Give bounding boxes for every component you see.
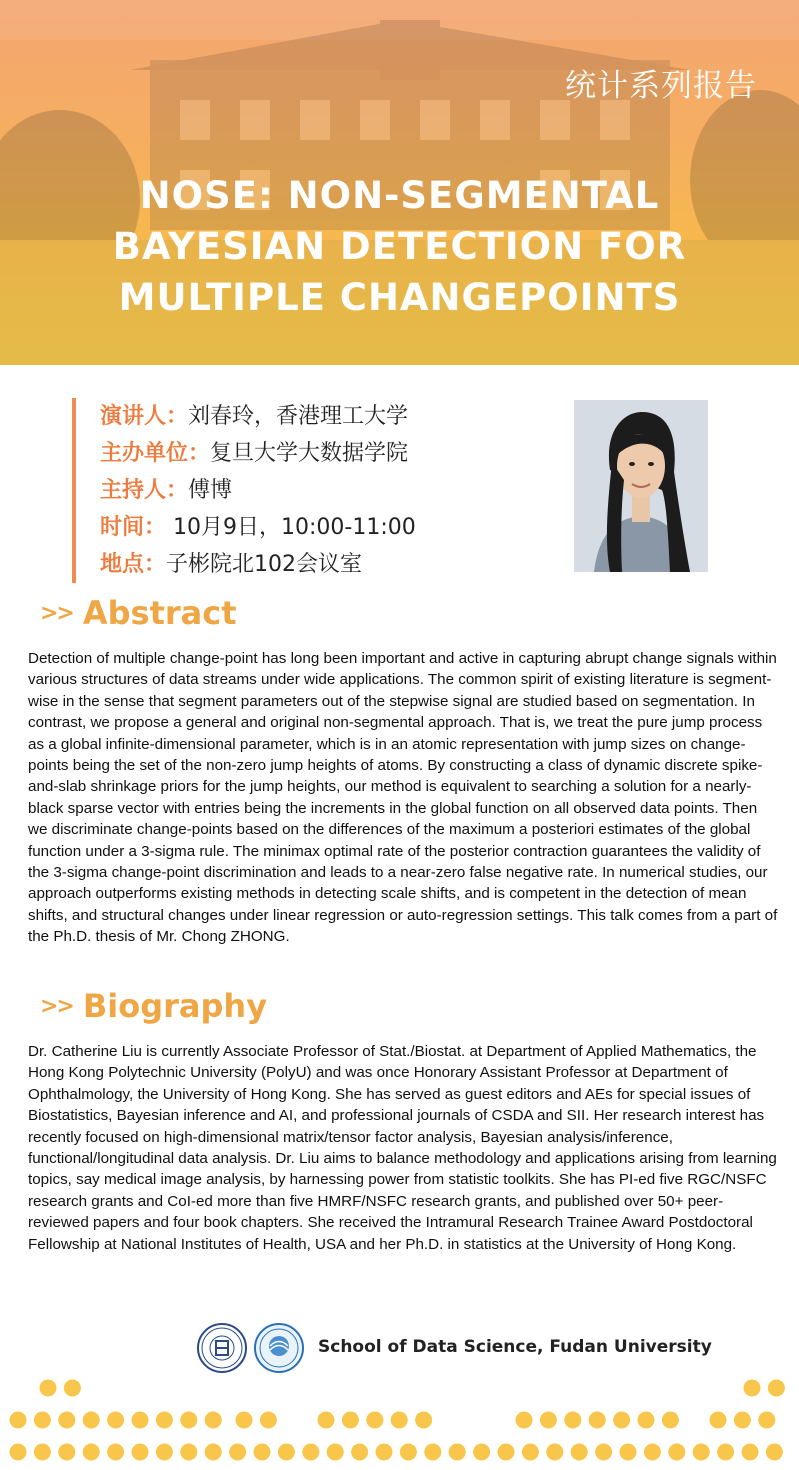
moderator-row [100, 472, 416, 509]
dot [254, 1444, 271, 1461]
place-value: 子彬院北102会议室 [166, 552, 363, 577]
dot [132, 1444, 149, 1461]
moderator-label: 主持人： [100, 478, 189, 503]
dot [595, 1444, 612, 1461]
dot [376, 1444, 393, 1461]
dot [229, 1444, 246, 1461]
dot [415, 1412, 432, 1429]
section-arrow: >> [40, 993, 73, 1019]
dot [236, 1412, 253, 1429]
dot [10, 1412, 27, 1429]
dot [564, 1412, 581, 1429]
dot [83, 1412, 100, 1429]
fudan-seal-icon [199, 1325, 245, 1371]
dot [571, 1444, 588, 1461]
dot [516, 1412, 533, 1429]
dot [302, 1444, 319, 1461]
dot [156, 1412, 173, 1429]
dot [83, 1444, 100, 1461]
decorative-dots [0, 1376, 799, 1470]
speaker-row [100, 398, 416, 435]
dot [758, 1412, 775, 1429]
speaker-portrait-icon [574, 400, 708, 572]
dot [180, 1412, 197, 1429]
dot [58, 1444, 75, 1461]
dot [734, 1412, 751, 1429]
dot [40, 1380, 57, 1397]
dot [342, 1412, 359, 1429]
time-row [100, 509, 416, 546]
dot [34, 1412, 51, 1429]
biography-text: Dr. Catherine Liu is currently Associate Professor of Stat./Biostat. at Department of Applied Mathematics, the Hong Kong Polytechnic University (PolyU) and was once Honorary Assistant Professor at Department of Ophthalmology, the University of Hong Kong. She has served as guest editors and AEs for special issues of Biostatistics, Bayesian inference and AI, and professional journals of CSDA and SII. Her research interest has recently focused on high-dimensional matrix/tensor factor analysis, Bayesian analysis/inference, functional/longitudinal data analysis. Dr. Liu aims to balance methodology and applications arising from learning topics, say medical image analysis, by harnessing power from statistic toolkits. She has PI-ed five RGC/NSFC research grants and CoI-ed more than five HMRF/NSFC research grants, and published over 50+ peer-reviewed papers and four book chapters. She received the Intramural Research Trainee Award Postdoctoral Fellowship at National Institutes of Health, USA and her Ph.D. in statistics at the University of Hong Kong. [28, 1043, 777, 1253]
dot [717, 1444, 734, 1461]
dot [318, 1412, 335, 1429]
talk-info [72, 398, 416, 583]
talk-title: NOSE: NON-SEGMENTAL BAYESIAN DETECTION FOR MULTIPLE CHANGEPOINTS [112, 174, 687, 319]
dot [64, 1380, 81, 1397]
dot [400, 1444, 417, 1461]
dot [107, 1444, 124, 1461]
dot [644, 1444, 661, 1461]
dot [766, 1444, 783, 1461]
dot [424, 1444, 441, 1461]
dot [589, 1412, 606, 1429]
dot [156, 1444, 173, 1461]
dot [540, 1412, 557, 1429]
moderator-value: 傅博 [188, 478, 233, 503]
dot [205, 1444, 222, 1461]
dot [132, 1412, 149, 1429]
dot [522, 1444, 539, 1461]
section-arrow: >> [40, 600, 73, 626]
dot [668, 1444, 685, 1461]
abstract-heading [40, 594, 237, 632]
dot [278, 1444, 295, 1461]
dot [662, 1412, 679, 1429]
dot [351, 1444, 368, 1461]
abstract-heading-text: Abstract [82, 594, 237, 632]
abstract-text: Detection of multiple change-point has long been important and active in capturing abrupt change signals within various structures of data streams under wide applications. The common spirit of existing literature is segment-wise in the sense that segment parameters out of the stepwise signal are studied based on segmentation. In contrast, we propose a general and original non-segmental approach. That is, we treat the pure jump process as a global infinite-dimensional parameter, which is in an atomic representation with jump sizes on change-points being the set of the non-zero jump heights of atoms. By constructing a class of dynamic discrete spike-and-slab shrinkage priors for the jump heights, our method is equivalent to searching a solution for a nearly-black sparse vector with entries being the increments in the global function on all observed data points. Then we discriminate change-points based on the differences of the maximum a posteriori estimates of the global function under a 3-sigma rule. The minimax optimal rate of the posterior contraction guarantees the validity of the 3-sigma change-point discrimination and leads to a near-zero false negative rate. In numerical studies, our approach outperforms existing methods in detecting scale shifts, and is competent in the detection of mean shifts, and structural changes under linear regression or auto-regression settings. This talk comes from a part of the Ph.D. thesis of Mr. Chong ZHONG. [28, 650, 778, 946]
speaker-photo [574, 400, 708, 572]
series-label: 统计系列报告 [565, 68, 757, 104]
time-label: 时间： [100, 515, 167, 540]
place-label: 地点： [100, 552, 167, 577]
place-row [100, 546, 416, 583]
dot [10, 1444, 27, 1461]
host-org-row [100, 435, 416, 472]
biography-heading [40, 987, 267, 1025]
dot [58, 1412, 75, 1429]
dot [620, 1444, 637, 1461]
dot [449, 1444, 466, 1461]
dot [710, 1412, 727, 1429]
speaker-label: 演讲人： [100, 404, 189, 429]
header-banner [0, 0, 799, 365]
data-science-seal-icon [256, 1325, 302, 1371]
time-value: 10月9日，10:00-11:00 [166, 515, 416, 540]
dot [366, 1412, 383, 1429]
dot [34, 1444, 51, 1461]
dot [744, 1380, 761, 1397]
dot [546, 1444, 563, 1461]
dot [180, 1444, 197, 1461]
dot [638, 1412, 655, 1429]
dot [613, 1412, 630, 1429]
dot [107, 1412, 124, 1429]
dot [693, 1444, 710, 1461]
dot [498, 1444, 515, 1461]
school-name: School of Data Science, Fudan University [318, 1337, 712, 1357]
biography-heading-text: Biography [82, 987, 268, 1025]
host-org-label: 主办单位： [100, 441, 211, 466]
school-of-data-science-logo [254, 1323, 304, 1373]
speaker-value: 刘春玲，香港理工大学 [188, 404, 409, 429]
dot [260, 1412, 277, 1429]
dot [391, 1412, 408, 1429]
fudan-university-logo [197, 1323, 247, 1373]
dot [473, 1444, 490, 1461]
dot [205, 1412, 222, 1429]
dot [327, 1444, 344, 1461]
dot [742, 1444, 759, 1461]
host-org-value: 复旦大学大数据学院 [210, 441, 409, 466]
dot [768, 1380, 785, 1397]
